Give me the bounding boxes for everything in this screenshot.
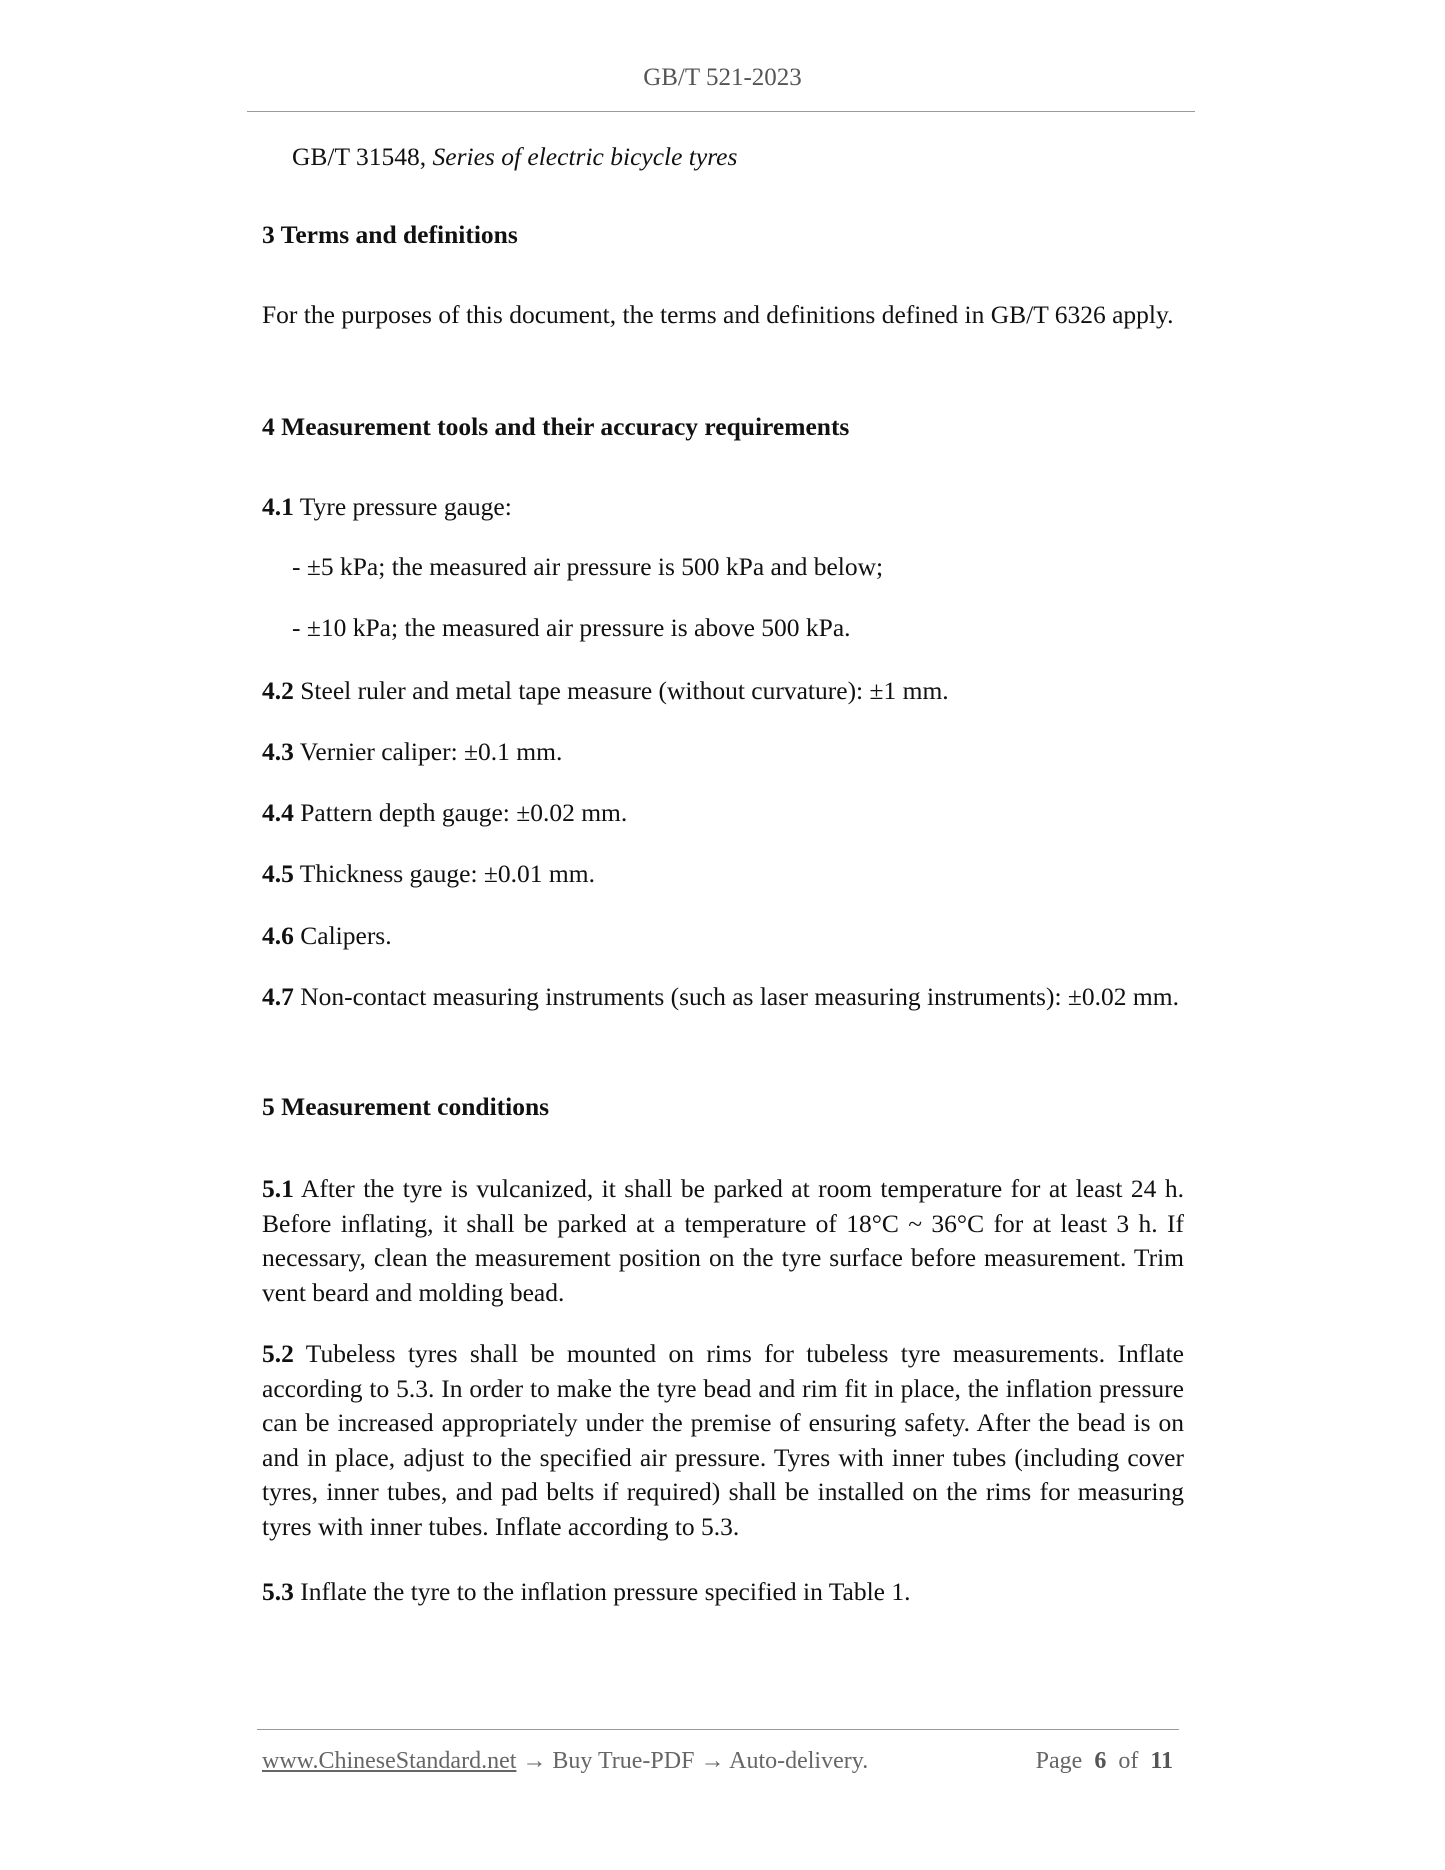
clause-4-3 [262, 735, 1184, 770]
clause-number: 4.5 [262, 859, 294, 888]
clause-5-2 [262, 1337, 1184, 1545]
clause-5-3 [262, 1575, 1184, 1610]
page-current: 6 [1094, 1748, 1107, 1774]
page-label: Page [1035, 1748, 1083, 1774]
clause-4-1 [262, 490, 1184, 525]
clause-text: Thickness gauge: ±0.01 mm. [293, 859, 595, 888]
page-total: 11 [1150, 1748, 1173, 1774]
sub-item: - ±10 kPa; the measured air pressure is above 500 kPa. [292, 613, 851, 642]
footer-divider [257, 1729, 1179, 1730]
clause-text: Calipers. [293, 921, 392, 950]
header-divider [247, 111, 1195, 112]
clause-number: 4.4 [262, 798, 294, 827]
promo-text: → Buy True-PDF → Auto-delivery. [516, 1748, 869, 1774]
page-indicator [1036, 1748, 1179, 1775]
clause-text: Pattern depth gauge: ±0.02 mm. [293, 798, 628, 827]
clause-text: After the tyre is vulcanized, it shall be parked at room temperature for at least 24 h. Before inflating, it shall be parked at a temperature of 18°C ~ 36°C for at least 3 h. If necessary, clean the measurement position on the tyre surface before measurement. Trim vent beard and molding bead. [262, 1174, 1184, 1307]
clause-text: Tyre pressure gauge: [293, 492, 512, 521]
clause-4-5 [262, 857, 1184, 892]
reference-code: GB/T 31548, [292, 142, 427, 171]
clause-4-6 [262, 919, 1184, 954]
clause-number: 4.6 [262, 921, 294, 950]
clause-number: 5.1 [262, 1174, 294, 1203]
clause-text: Inflate the tyre to the inflation pressure specified in Table 1. [293, 1577, 911, 1606]
clause-number: 4.7 [262, 982, 294, 1011]
clause-text: Tubeless tyres shall be mounted on rims for tubeless tyre measurements. Inflate according to 5.3. In order to make the tyre bead and rim fit in place, the inflation pressure can be increased appropriately under the premise of ensuring safety. After the bead is on and in place, adjust to the specified air pressure. Tyres with inner tubes (including cover tyres, inner tubes, and pad belts if required) shall be installed on the rims for measuring tyres with inner tubes. Inflate according to 5.3. [262, 1339, 1184, 1541]
clause-number: 4.1 [262, 492, 294, 521]
clause-4-4 [262, 796, 1184, 831]
sub-item: - ±5 kPa; the measured air pressure is 500 kPa and below; [292, 552, 884, 581]
clause-4-2 [262, 674, 1184, 709]
reference-title: Series of electric bicycle tyres [432, 142, 738, 171]
clause-text: Steel ruler and metal tape measure (without curvature): ±1 mm. [293, 676, 949, 705]
footer-promo [262, 1748, 868, 1775]
clause-4-7 [262, 980, 1184, 1015]
clause-5-1 [262, 1172, 1184, 1310]
section-5-heading: 5 Measurement conditions [262, 1092, 550, 1121]
running-header: GB/T 521-2023 [643, 64, 802, 91]
page-footer [262, 1748, 1179, 1775]
clause-number: 4.2 [262, 676, 294, 705]
clause-number: 4.3 [262, 737, 294, 766]
website-link[interactable]: www.ChineseStandard.net [262, 1748, 517, 1774]
section-3-heading: 3 Terms and definitions [262, 220, 518, 249]
clause-text: Vernier caliper: ±0.1 mm. [293, 737, 563, 766]
clause-text: Non-contact measuring instruments (such as laser measuring instruments): ±0.02 mm. [293, 982, 1179, 1011]
section-4-heading: 4 Measurement tools and their accuracy requirements [262, 412, 850, 441]
clause-number: 5.2 [262, 1339, 294, 1368]
normative-reference [292, 142, 737, 172]
of-label: of [1118, 1748, 1139, 1774]
section-3-text: For the purposes of this document, the terms and definitions defined in GB/T 6326 apply. [262, 300, 1174, 329]
clause-number: 5.3 [262, 1577, 294, 1606]
